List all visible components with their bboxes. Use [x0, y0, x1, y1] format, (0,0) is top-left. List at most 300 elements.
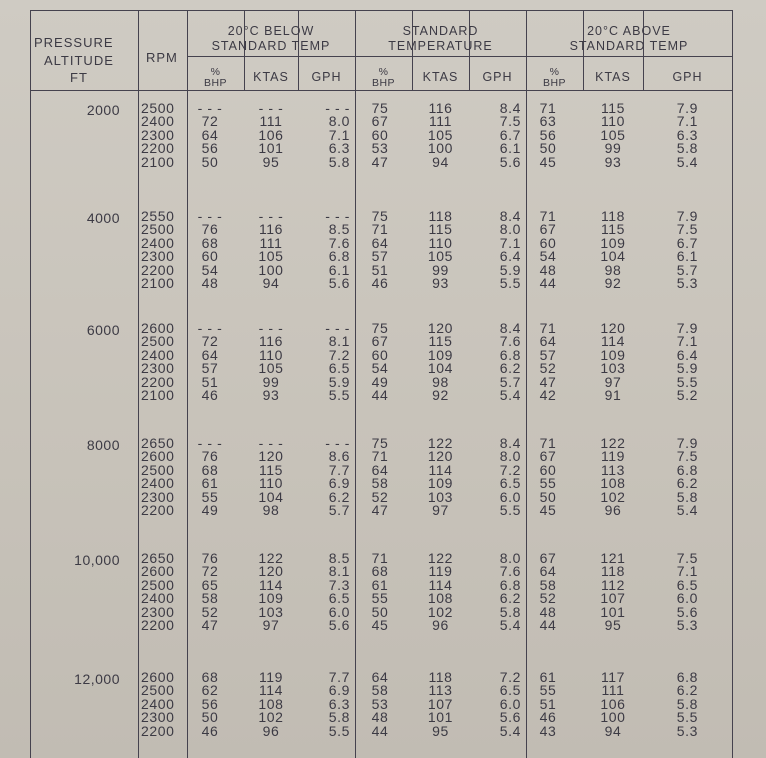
- header-bottom-rule: [30, 90, 732, 91]
- below-bhp-cell: 56: [201, 695, 219, 712]
- std-gph-cell: 6.5: [499, 682, 521, 699]
- rpm-value: 2200: [141, 722, 175, 739]
- above-ktas-cell: 113: [600, 461, 626, 478]
- above-bhp-cell: 48: [539, 261, 557, 278]
- above-bhp-cell: 45: [539, 502, 557, 518]
- rpm-value: 2200: [141, 261, 175, 278]
- above-ktas-cell: 105: [600, 126, 626, 143]
- std-ktas-cell: 115: [428, 333, 453, 350]
- above-gph-cell: 5.9: [676, 360, 698, 377]
- std-gph-cell: 7.6: [499, 563, 521, 580]
- above-ktas-cell: 97: [604, 373, 622, 390]
- below-ktas-cell: 120: [258, 563, 284, 580]
- below-ktas-cell: 106: [258, 126, 284, 143]
- rpm-value: 2200: [141, 502, 175, 518]
- above-bhp-cell: 51: [539, 695, 557, 712]
- group-header-below-line2: STANDARD TEMP: [211, 39, 331, 53]
- below-ktas-cell: 96: [262, 722, 280, 739]
- below-gph-cell: 8.6: [328, 448, 350, 465]
- above-bhp-cell: 44: [539, 275, 557, 291]
- above-ktas-cell: 118: [600, 208, 626, 224]
- below-gph-cell: 6.9: [328, 682, 350, 699]
- below-gph-cell: 7.7: [328, 669, 350, 685]
- below-gph-cell: 8.0: [328, 113, 350, 130]
- above-ktas-cell: 114: [600, 333, 626, 350]
- std-gph-cell: 8.0: [499, 550, 521, 566]
- above-bhp-cell: 42: [539, 387, 557, 403]
- below-bhp-cell: 68: [201, 669, 219, 685]
- rpm-value: 2600: [141, 320, 175, 336]
- cruise-performance-table: [30, 10, 734, 758]
- above-bhp-cell: 46: [539, 709, 557, 726]
- above-gph-cell: 5.3: [676, 722, 698, 739]
- above-ktas-cell: 122: [600, 435, 626, 451]
- below-bhp-cell: - - -: [197, 320, 223, 336]
- above-bhp-cell: 52: [539, 360, 557, 377]
- std-gph-cell: 5.9: [499, 261, 521, 278]
- std-gph-header: GPH: [482, 70, 513, 84]
- std-gph-cell: 5.4: [499, 387, 521, 403]
- above-ktas-cell: 109: [600, 234, 626, 251]
- rpm-value: 2500: [141, 682, 175, 699]
- above-ktas-cell: 117: [600, 669, 626, 685]
- above-bhp-header-line2: BHP: [542, 77, 567, 89]
- above-gph-cell: 7.9: [676, 320, 698, 336]
- above-bhp-cell: 67: [539, 221, 557, 238]
- std-gph-cell: 6.0: [499, 488, 521, 505]
- std-bhp-cell: 60: [371, 346, 389, 363]
- below-bhp-cell: 55: [201, 488, 219, 505]
- above-ktas-cell: 119: [600, 448, 626, 465]
- below-bhp-cell: 64: [201, 126, 219, 143]
- std-bhp-cell: 71: [371, 448, 389, 465]
- below-gph-cell: 5.9: [328, 373, 350, 390]
- std-gph-cell: 6.8: [499, 346, 521, 363]
- above-gph-cell: 5.8: [676, 488, 698, 505]
- above-bhp-cell: 52: [539, 590, 557, 607]
- below-bhp-cell: 61: [201, 475, 219, 492]
- std-gph-cell: 8.4: [499, 208, 521, 224]
- std-bhp-cell: 75: [371, 100, 389, 116]
- above-bhp-cell: 60: [539, 461, 557, 478]
- std-ktas-cell: 104: [427, 360, 454, 377]
- group-header-standard-line2: TEMPERATURE: [388, 39, 493, 53]
- std-bhp-cell: 67: [371, 113, 389, 130]
- above-ktas-cell: 107: [600, 590, 626, 607]
- std-ktas-cell: 97: [432, 502, 449, 518]
- std-gph-cell: 5.6: [499, 709, 521, 726]
- col-divider-below-std: [355, 10, 356, 758]
- above-bhp-header-line1: %: [549, 66, 560, 78]
- std-bhp-cell: 48: [371, 709, 389, 726]
- altitude-value: 2000: [86, 102, 120, 118]
- std-bhp-cell: 44: [371, 387, 389, 403]
- rpm-value: 2400: [141, 346, 175, 363]
- std-ktas-cell: 114: [428, 576, 453, 593]
- std-ktas-cell: 100: [427, 140, 454, 157]
- above-gph-cell: 7.9: [676, 435, 698, 451]
- above-bhp-cell: 57: [539, 346, 557, 363]
- above-bhp-cell: 48: [539, 603, 557, 620]
- rpm-value: 2300: [141, 488, 175, 505]
- rpm-value: 2300: [141, 603, 175, 620]
- above-ktas-cell: 91: [604, 387, 622, 403]
- std-bhp-cell: 75: [371, 208, 389, 224]
- above-ktas-cell: 118: [600, 563, 626, 580]
- rpm-value: 2300: [141, 126, 175, 143]
- std-gph-cell: 6.5: [499, 475, 521, 492]
- below-gph-cell: 6.1: [328, 261, 350, 278]
- altitude-value: 4000: [86, 210, 120, 226]
- altitude-value: 6000: [86, 322, 120, 338]
- above-gph-cell: 5.7: [676, 261, 698, 278]
- below-bhp-cell: 72: [201, 113, 219, 130]
- above-gph-cell: 7.5: [676, 221, 698, 238]
- std-ktas-cell: 93: [432, 275, 449, 291]
- group-header-above-line1: 20°C ABOVE: [587, 24, 671, 38]
- above-bhp-cell: 47: [539, 373, 557, 390]
- above-ktas-header: KTAS: [595, 70, 631, 84]
- group-header-standard-line1: STANDARD: [402, 24, 479, 38]
- std-bhp-cell: 61: [371, 576, 389, 593]
- rpm-value: 2300: [141, 709, 175, 726]
- above-gph-cell: 7.9: [676, 100, 698, 116]
- std-bhp-cell: 64: [371, 234, 389, 251]
- group-header-rule: [187, 56, 732, 57]
- std-gph-cell: 5.5: [499, 275, 521, 291]
- std-bhp-cell: 45: [371, 617, 389, 633]
- rpm-value: 2200: [141, 373, 175, 390]
- below-ktas-cell: 97: [262, 617, 280, 633]
- above-bhp-cell: 61: [539, 669, 557, 685]
- above-ktas-cell: 98: [604, 261, 622, 278]
- below-gph-cell: 5.5: [328, 387, 350, 403]
- std-ktas-cell: 122: [427, 435, 454, 451]
- below-bhp-cell: 57: [201, 360, 219, 377]
- std-gph-cell: 8.4: [499, 435, 521, 451]
- above-gph-cell: 5.5: [676, 373, 698, 390]
- above-bhp-cell: 67: [539, 448, 557, 465]
- std-ktas-cell: 96: [432, 617, 449, 633]
- rpm-header: RPM: [146, 50, 178, 65]
- rpm-value: 2400: [141, 695, 175, 712]
- rpm-value: 2100: [141, 387, 175, 403]
- std-bhp-header-line2: BHP: [371, 77, 396, 89]
- altitude-value: 10,000: [74, 552, 120, 568]
- rpm-value: 2550: [141, 208, 175, 224]
- below-bhp-cell: 48: [201, 275, 219, 291]
- below-gph-cell: 5.8: [328, 709, 350, 726]
- std-bhp-cell: 58: [371, 682, 389, 699]
- below-bhp-cell: 50: [201, 153, 219, 170]
- col-divider-std-above: [526, 10, 527, 758]
- above-gph-cell: 5.3: [676, 275, 698, 291]
- std-gph-cell: 6.4: [499, 248, 521, 265]
- std-gph-cell: 6.7: [499, 126, 521, 143]
- above-bhp-cell: 55: [539, 475, 557, 492]
- std-gph-cell: 7.6: [499, 333, 521, 350]
- rpm-value: 2600: [141, 669, 175, 685]
- above-bhp-cell: 50: [539, 140, 557, 157]
- below-gph-cell: 8.5: [328, 550, 350, 566]
- std-ktas-cell: 118: [428, 669, 453, 685]
- below-bhp-cell: - - -: [197, 100, 223, 116]
- below-bhp-cell: 47: [201, 617, 219, 633]
- std-ktas-cell: 111: [428, 113, 453, 130]
- below-ktas-cell: 103: [258, 603, 284, 620]
- above-ktas-cell: 109: [600, 346, 626, 363]
- below-ktas-cell: 105: [258, 248, 284, 265]
- std-bhp-cell: 75: [371, 435, 389, 451]
- below-gph-cell: 6.3: [328, 140, 350, 157]
- pressure-altitude-label-line2: ALTITUDE: [44, 53, 114, 68]
- above-gph-cell: 6.1: [676, 248, 698, 265]
- altitude-value: 8000: [86, 437, 120, 453]
- rpm-value: 2300: [141, 360, 175, 377]
- below-ktas-cell: 119: [258, 669, 284, 685]
- above-ktas-cell: 110: [600, 113, 626, 130]
- below-bhp-cell: 64: [201, 346, 219, 363]
- below-bhp-cell: 54: [201, 261, 219, 278]
- below-gph-cell: 6.8: [328, 248, 350, 265]
- above-gph-cell: 6.7: [676, 234, 698, 251]
- below-ktas-cell: 99: [262, 373, 280, 390]
- above-ktas-cell: 95: [604, 617, 622, 633]
- std-ktas-cell: 118: [428, 208, 453, 224]
- below-bhp-cell: 72: [201, 563, 219, 580]
- above-ktas-cell: 115: [600, 221, 626, 238]
- above-ktas-cell: 104: [600, 248, 626, 265]
- above-gph-cell: 5.6: [676, 603, 698, 620]
- above-bhp-cell: 71: [539, 208, 557, 224]
- std-gph-cell: 6.8: [499, 576, 521, 593]
- above-gph-cell: 5.4: [676, 153, 698, 170]
- std-bhp-cell: 53: [371, 140, 389, 157]
- std-bhp-cell: 67: [371, 333, 389, 350]
- std-ktas-cell: 108: [427, 590, 454, 607]
- above-gph-header: GPH: [672, 70, 703, 84]
- std-ktas-cell: 95: [432, 722, 449, 739]
- above-gph-cell: 6.5: [676, 576, 698, 593]
- std-gph-cell: 8.0: [499, 448, 521, 465]
- above-gph-cell: 5.4: [676, 502, 698, 518]
- std-gph-cell: 8.0: [499, 221, 521, 238]
- below-bhp-cell: 68: [201, 461, 219, 478]
- std-ktas-cell: 109: [427, 346, 454, 363]
- below-gph-cell: 5.7: [328, 502, 350, 518]
- below-gph-cell: 7.1: [328, 126, 350, 143]
- below-bhp-cell: 46: [201, 387, 219, 403]
- below-gph-cell: 8.1: [328, 563, 350, 580]
- std-bhp-cell: 60: [371, 126, 389, 143]
- above-gph-cell: 6.2: [676, 682, 698, 699]
- below-bhp-cell: 72: [201, 333, 219, 350]
- below-ktas-cell: 95: [262, 153, 280, 170]
- above-gph-cell: 6.8: [676, 461, 698, 478]
- below-bhp-cell: 76: [201, 221, 219, 238]
- std-ktas-cell: 116: [428, 100, 453, 116]
- above-ktas-cell: 120: [600, 320, 626, 336]
- std-ktas-cell: 119: [428, 563, 453, 580]
- std-gph-cell: 5.4: [499, 617, 521, 633]
- below-gph-cell: 6.0: [328, 603, 350, 620]
- below-gph-cell: 7.2: [328, 346, 350, 363]
- below-ktas-cell: 94: [262, 275, 280, 291]
- std-gph-cell: 7.1: [499, 234, 521, 251]
- below-ktas-cell: 108: [258, 695, 284, 712]
- table-border-left: [30, 10, 31, 758]
- std-bhp-cell: 75: [371, 320, 389, 336]
- std-ktas-cell: 115: [428, 221, 453, 238]
- std-gph-cell: 7.2: [499, 461, 521, 478]
- std-bhp-cell: 44: [371, 722, 389, 739]
- std-gph-cell: 7.2: [499, 669, 521, 685]
- above-gph-cell: 6.8: [676, 669, 698, 685]
- above-ktas-cell: 94: [604, 722, 622, 739]
- above-gph-cell: 7.1: [676, 333, 698, 350]
- above-gph-cell: 6.0: [676, 590, 698, 607]
- below-bhp-header-line1: %: [210, 66, 221, 78]
- std-gph-cell: 8.4: [499, 100, 521, 116]
- rpm-value: 2400: [141, 234, 175, 251]
- std-ktas-cell: 120: [427, 448, 454, 465]
- std-ktas-header: KTAS: [422, 70, 459, 84]
- above-gph-cell: 5.2: [676, 387, 698, 403]
- std-ktas-cell: 105: [427, 126, 454, 143]
- std-ktas-cell: 103: [427, 488, 454, 505]
- rpm-value: 2600: [141, 563, 175, 580]
- above-ktas-cell: 121: [600, 550, 626, 566]
- above-ktas-cell: 108: [600, 475, 626, 492]
- below-ktas-cell: 98: [262, 502, 280, 518]
- std-ktas-cell: 113: [428, 682, 453, 699]
- above-bhp-cell: 44: [539, 617, 557, 633]
- above-ktas-cell: 106: [600, 695, 626, 712]
- above-gph-cell: 7.9: [676, 208, 698, 224]
- rpm-value: 2200: [141, 140, 175, 157]
- above-ktas-cell: 101: [600, 603, 626, 620]
- altitude-value: 12,000: [74, 671, 120, 687]
- below-ktas-cell: 109: [258, 590, 284, 607]
- below-bhp-cell: 50: [201, 709, 219, 726]
- rpm-value: 2100: [141, 275, 175, 291]
- col-divider-altitude-rpm: [138, 10, 139, 758]
- below-gph-cell: 6.9: [328, 475, 350, 492]
- below-bhp-cell: 60: [201, 248, 219, 265]
- above-gph-cell: 5.8: [676, 695, 698, 712]
- above-bhp-cell: 71: [539, 100, 557, 116]
- std-bhp-cell: 49: [371, 373, 389, 390]
- below-gph-cell: 6.5: [328, 590, 350, 607]
- table-border-right: [732, 10, 733, 758]
- above-bhp-cell: 71: [539, 320, 557, 336]
- std-bhp-cell: 64: [371, 669, 389, 685]
- above-gph-cell: 5.5: [676, 709, 698, 726]
- pressure-altitude-label-line1: PRESSURE: [34, 35, 114, 50]
- above-bhp-cell: 71: [539, 435, 557, 451]
- above-gph-cell: 5.3: [676, 617, 698, 633]
- std-ktas-cell: 105: [427, 248, 454, 265]
- above-bhp-cell: 58: [539, 576, 557, 593]
- below-bhp-cell: 62: [201, 682, 219, 699]
- below-gph-cell: 8.5: [328, 221, 350, 238]
- below-ktas-cell: 93: [262, 387, 280, 403]
- table-border-top: [30, 10, 732, 11]
- std-ktas-cell: 110: [428, 234, 453, 251]
- below-ktas-cell: 105: [258, 360, 284, 377]
- rpm-value: 2400: [141, 475, 175, 492]
- std-bhp-cell: 71: [371, 550, 389, 566]
- below-ktas-cell: 114: [258, 682, 284, 699]
- above-bhp-cell: 54: [539, 248, 557, 265]
- std-gph-cell: 8.4: [499, 320, 521, 336]
- std-gph-cell: 5.5: [499, 502, 521, 518]
- below-bhp-cell: 46: [201, 722, 219, 739]
- std-ktas-cell: 122: [427, 550, 454, 566]
- below-bhp-cell: 65: [201, 576, 219, 593]
- std-gph-cell: 6.2: [499, 360, 521, 377]
- std-ktas-cell: 99: [432, 261, 449, 278]
- std-ktas-cell: 114: [428, 461, 453, 478]
- below-gph-cell: - - -: [325, 435, 350, 451]
- below-gph-cell: 7.6: [328, 234, 350, 251]
- above-gph-cell: 6.2: [676, 475, 698, 492]
- rpm-value: 2500: [141, 333, 175, 350]
- below-ktas-cell: 110: [258, 475, 284, 492]
- std-ktas-cell: 120: [427, 320, 454, 336]
- below-gph-cell: 8.1: [328, 333, 350, 350]
- below-bhp-cell: - - -: [197, 208, 223, 224]
- below-gph-header: GPH: [311, 70, 342, 84]
- rpm-value: 2400: [141, 590, 175, 607]
- above-bhp-cell: 63: [539, 113, 557, 130]
- rpm-value: 2600: [141, 448, 175, 465]
- group-header-above-line2: STANDARD TEMP: [569, 39, 689, 53]
- above-ktas-cell: 103: [600, 360, 626, 377]
- below-ktas-header: KTAS: [253, 70, 289, 84]
- rpm-value: 2100: [141, 153, 175, 170]
- below-bhp-cell: 58: [201, 590, 219, 607]
- below-bhp-cell: 56: [201, 140, 219, 157]
- above-ktas-cell: 112: [600, 576, 626, 593]
- std-gph-cell: 6.0: [499, 695, 521, 712]
- std-bhp-cell: 47: [371, 502, 389, 518]
- above-ktas-cell: 99: [604, 140, 622, 157]
- below-ktas-cell: 115: [258, 461, 284, 478]
- std-ktas-cell: 98: [432, 373, 449, 390]
- below-ktas-cell: 111: [259, 234, 283, 251]
- col-divider-rpm-below: [187, 10, 188, 758]
- below-gph-cell: 7.3: [328, 576, 350, 593]
- above-bhp-cell: 50: [539, 488, 557, 505]
- below-gph-cell: 5.6: [328, 617, 350, 633]
- above-gph-cell: 7.5: [676, 550, 698, 566]
- below-bhp-cell: 49: [201, 502, 219, 518]
- rpm-value: 2200: [141, 617, 175, 633]
- below-ktas-cell: 111: [259, 113, 283, 130]
- std-ktas-cell: 102: [427, 603, 454, 620]
- above-bhp-cell: 45: [539, 153, 557, 170]
- std-bhp-cell: 68: [371, 563, 389, 580]
- std-bhp-cell: 64: [371, 461, 389, 478]
- below-gph-cell: 6.3: [328, 695, 350, 712]
- std-bhp-cell: 53: [371, 695, 389, 712]
- below-gph-cell: 5.8: [328, 153, 350, 170]
- above-ktas-cell: 111: [601, 682, 625, 699]
- std-ktas-cell: 94: [432, 153, 449, 170]
- std-gph-cell: 7.5: [499, 113, 521, 130]
- std-ktas-cell: 92: [432, 387, 449, 403]
